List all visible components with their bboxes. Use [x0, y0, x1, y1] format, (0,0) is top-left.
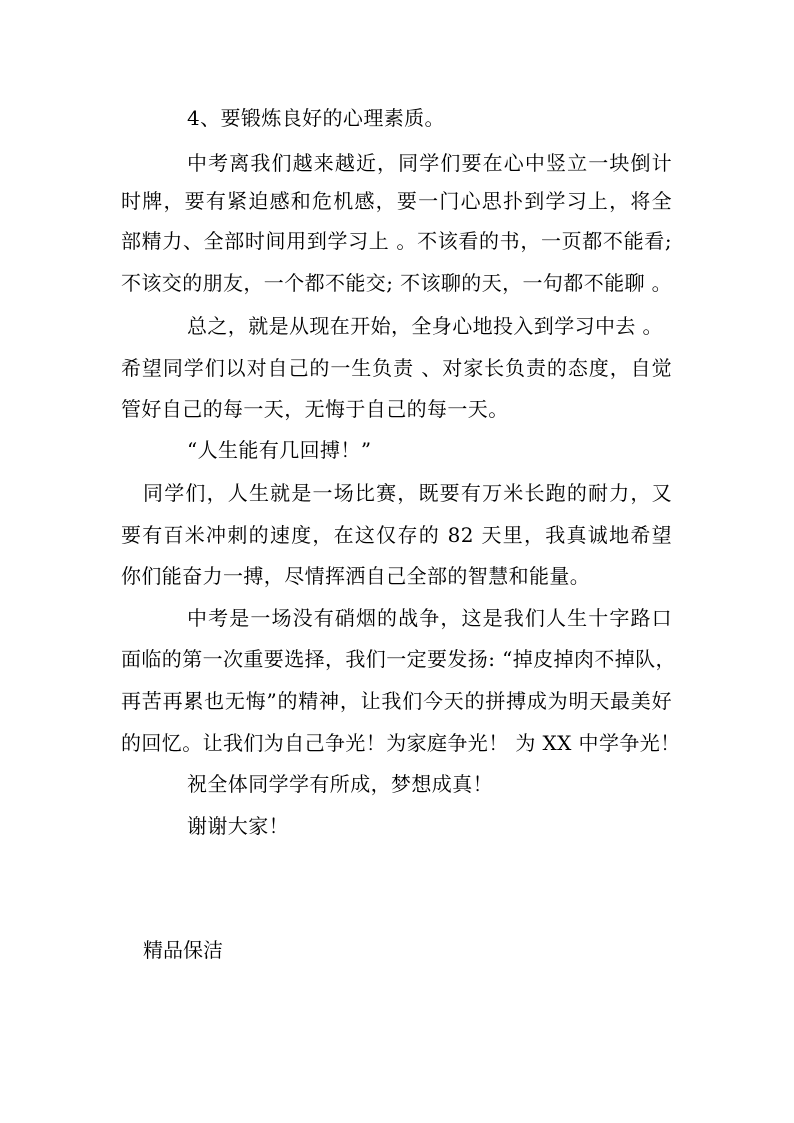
paragraph-line: 管好自己的每一天，无悔于自己的每一天。: [121, 397, 509, 421]
paragraph-line: 的回忆。让我们为自己争光！为家庭争光！ 为 XX 中学争光！: [121, 731, 681, 755]
paragraph-line: 同学们，人生就是一场比赛，既要有万米长跑的耐力，又: [143, 481, 672, 505]
paragraph-line: 要有百米冲刺的速度，在这仅存的 82 天里，我真诚地希望: [121, 523, 672, 547]
footer-text: 精品保洁: [143, 938, 223, 962]
section-heading: 4、要锻炼良好的心理素质。: [187, 106, 445, 130]
paragraph-line: 祝全体同学学有所成，梦想成真！: [187, 772, 493, 796]
paragraph-line: 部精力、全部时间用到学习上 。不该看的书，一页都不能看;: [121, 229, 672, 253]
paragraph-line: 中考离我们越来越近，同学们要在心中竖立一块倒计: [187, 151, 672, 175]
paragraph-line: 时牌，要有紧迫感和危机感，要一门心思扑到学习上，将全: [121, 189, 672, 213]
paragraph-line: 再苦再累也无悔”的精神，让我们今天的拼搏成为明天最美好: [121, 689, 672, 713]
paragraph-line: 希望同学们以对自己的一生负责 、对家长负责的态度，自觉: [121, 356, 672, 380]
closing-line: 谢谢大家！: [187, 814, 289, 838]
paragraph-line: 你们能奋力一搏，尽情挥洒自己全部的智慧和能量。: [121, 564, 591, 588]
paragraph-line: 不该交的朋友，一个都不能交; 不该聊的天，一句都不能聊 。: [121, 271, 673, 295]
paragraph-line: 总之，就是从现在开始，全身心地投入到学习中去 。: [187, 314, 663, 338]
paragraph-line: 面临的第一次重要选择，我们一定要发扬: “掉皮掉肉不掉队，: [121, 647, 676, 671]
paragraph-line: 中考是一场没有硝烟的战争，这是我们人生十字路口: [187, 606, 672, 630]
quote-line: “人生能有几回搏！”: [187, 438, 372, 462]
